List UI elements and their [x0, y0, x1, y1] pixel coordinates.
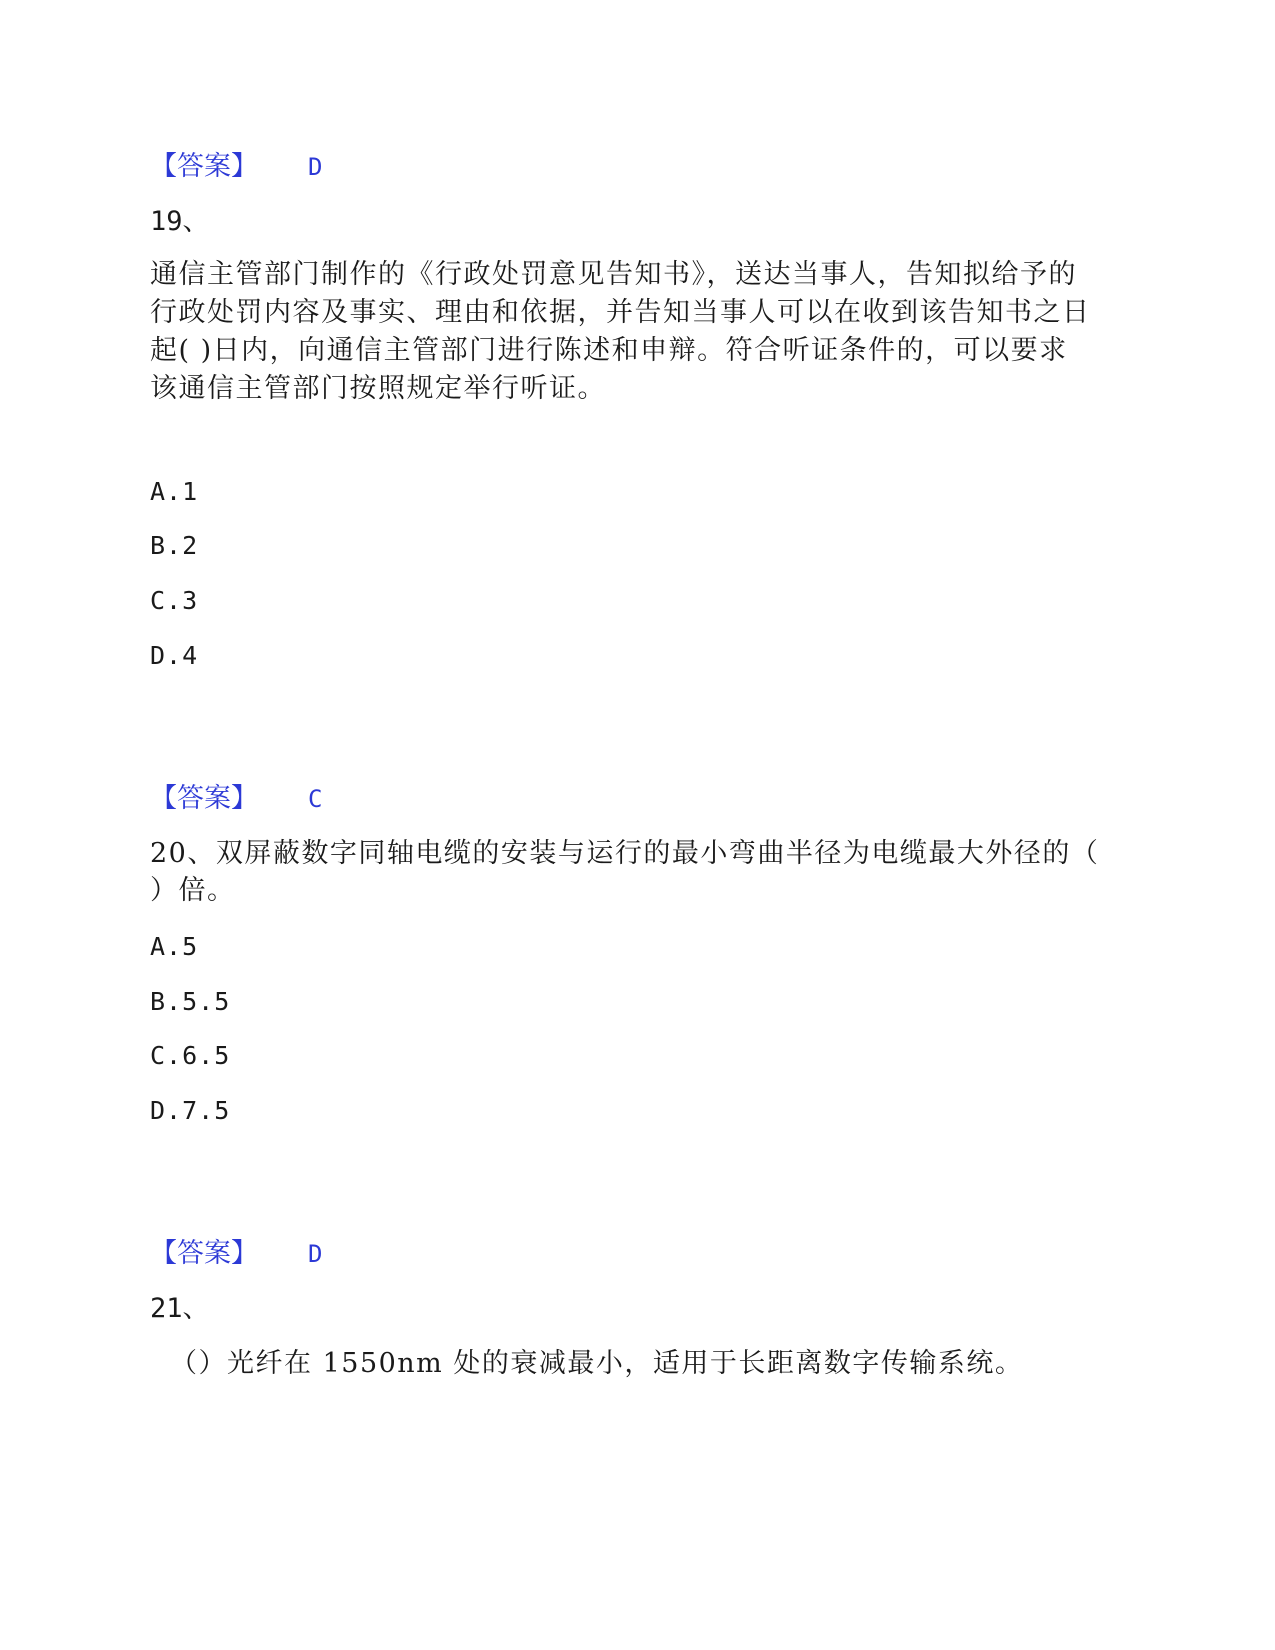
answer-label: 【答案】 — [150, 783, 258, 814]
question-stem-line: ）倍。 — [150, 875, 236, 906]
option-d: D.4 — [150, 641, 199, 670]
answer-row — [150, 1235, 410, 1273]
question-number: 21、 — [150, 1293, 210, 1324]
answer-label: 【答案】 — [150, 1238, 258, 1269]
question-stem-line: 起( )日内，向通信主管部门进行陈述和申辩。符合听证条件的，可以要求 — [150, 335, 1068, 366]
answer-row — [150, 780, 410, 818]
answer-value: C — [308, 785, 323, 813]
question-stem-line: 该通信主管部门按照规定举行听证。 — [150, 373, 606, 404]
option-b: B.2 — [150, 531, 199, 560]
question-stem-line: 通信主管部门制作的《行政处罚意见告知书》，送达当事人，告知拟给予的 — [150, 259, 1077, 290]
question-number: 19、 — [150, 206, 210, 237]
option-b: B.5.5 — [150, 987, 231, 1016]
option-c: C.3 — [150, 586, 199, 615]
answer-label: 【答案】 — [150, 151, 258, 182]
option-a: A.5 — [150, 932, 199, 961]
option-a: A.1 — [150, 477, 199, 506]
answer-row — [150, 148, 410, 186]
option-c: C.6.5 — [150, 1041, 231, 1070]
question-stem-line: 行政处罚内容及事实、理由和依据，并告知当事人可以在收到该告知书之日 — [150, 297, 1091, 328]
question-stem-line: 20、双屏蔽数字同轴电缆的安装与运行的最小弯曲半径为电缆最大外径的（ — [150, 838, 1100, 869]
answer-value: D — [308, 1240, 323, 1268]
question-stem-line: （）光纤在 1550nm 处的衰减最小，适用于长距离数字传输系统。 — [170, 1348, 1024, 1379]
option-d: D.7.5 — [150, 1096, 231, 1125]
answer-value: D — [308, 153, 323, 181]
